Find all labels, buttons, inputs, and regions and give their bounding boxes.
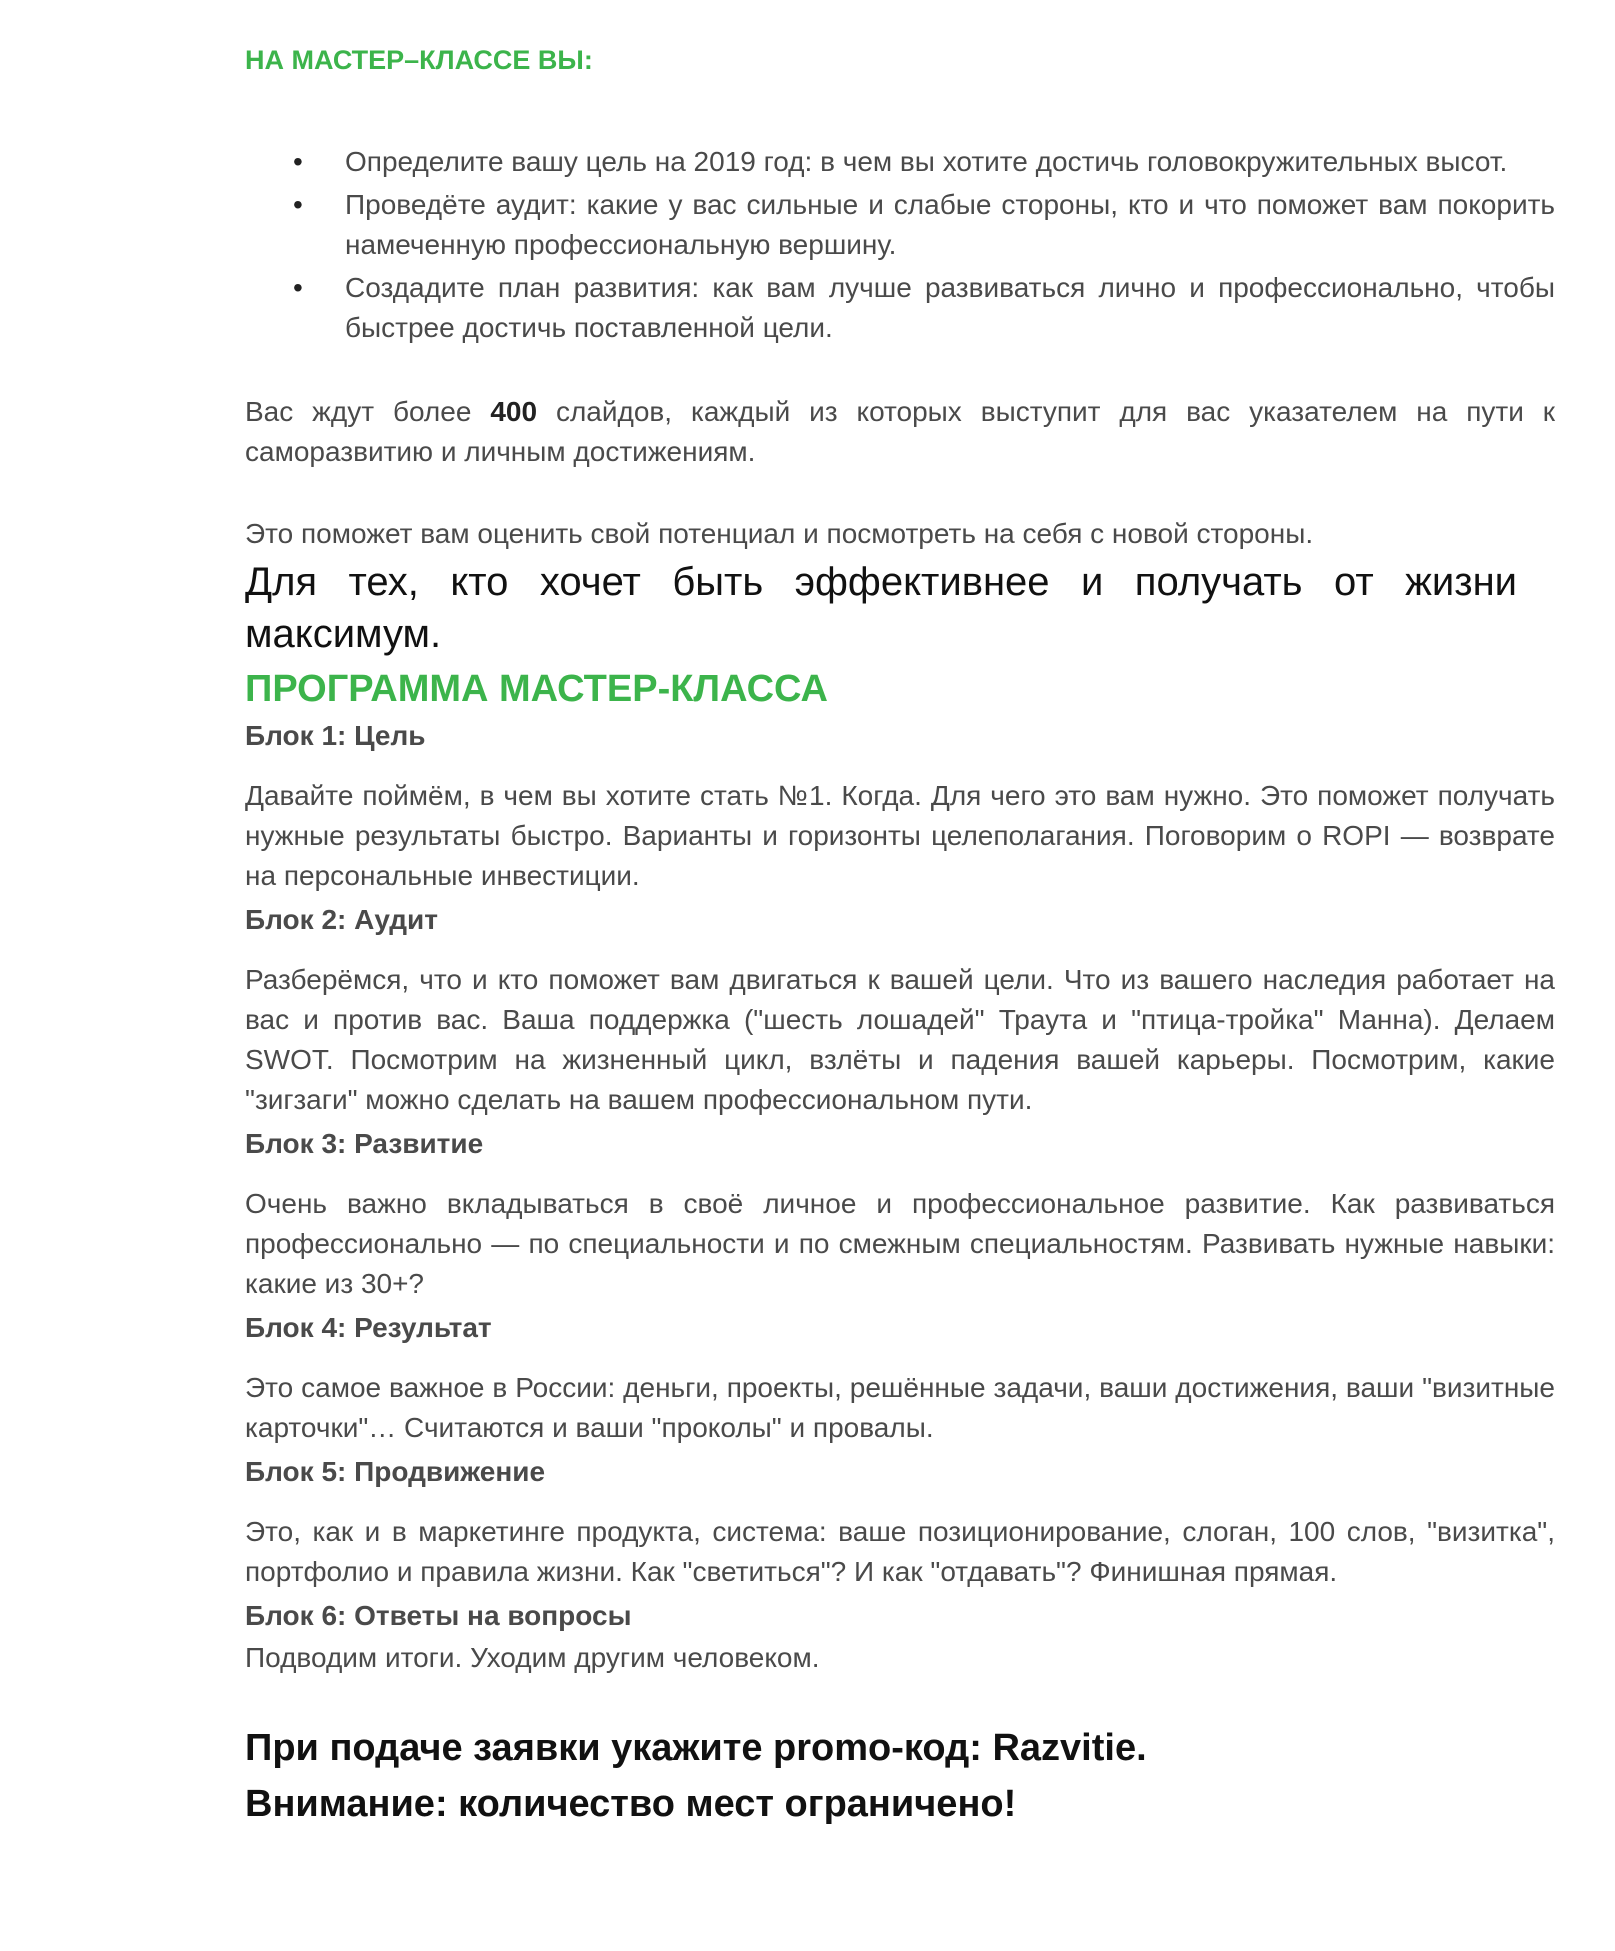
document-page: [245, 40, 1555, 1832]
block-6-text: Подводим итоги. Уходим другим человеком.: [245, 1642, 820, 1673]
audience-statement: Для тех, кто хочет быть эффективнее и получать от жизни максимум.: [245, 560, 1517, 656]
block-5-title: Блок 5: Продвижение: [245, 1456, 546, 1487]
goals-list: [245, 142, 1555, 348]
block-4-text: Это самое важное в России: деньги, проекты, решённые задачи, ваши достижения, ваши "визитные карточки"… Считаются и ваши "проколы" и провалы.: [245, 1372, 1555, 1443]
program-heading: ПРОГРАММА МАСТЕР-КЛАССА: [245, 668, 828, 710]
block-3-title: Блок 3: Развитие: [245, 1128, 484, 1159]
promo-code-notice: При подаче заявки укажите promo-код: Razvitie.: [245, 1727, 1147, 1769]
bullet-icon: •: [293, 272, 303, 303]
slides-text-after: слайдов, каждый из которых выступит для вас указателем на пути к саморазвитию и личным достижениям.: [245, 396, 1555, 467]
intro-heading: НА МАСТЕР–КЛАССЕ ВЫ:: [245, 45, 593, 75]
potential-paragraph: Это поможет вам оценить свой потенциал и посмотреть на себя с новой стороны.: [245, 518, 1314, 549]
block-3-text: Очень важно вкладываться в своё личное и профессиональное развитие. Как развиваться профессионально — по специальности и по смежным специальностям. Развивать нужные навыки: какие из 30+?: [245, 1188, 1555, 1299]
block-1-title: Блок 1: Цель: [245, 720, 426, 751]
block-1-text: Давайте поймём, в чем вы хотите стать №1. Когда. Для чего это вам нужно. Это поможет получать нужные результаты быстро. Варианты и горизонты целеполагания. Поговорим о ROPI — возврате на персональные инвестиции.: [245, 780, 1555, 891]
list-item-text: Создадите план развития: как вам лучше развиваться лично и профессионально, чтобы быстрее достичь поставленной цели.: [345, 272, 1555, 343]
list-item: [245, 268, 1555, 348]
list-item-text: Проведёте аудит: какие у вас сильные и слабые стороны, кто и что поможет вам покорить намеченную профессиональную вершину.: [345, 189, 1555, 260]
block-5-text: Это, как и в маркетинге продукта, система: ваше позиционирование, слоган, 100 слов, "визитка", портфолио и правила жизни. Как "светиться"? И как "отдавать"? Финишная прямая.: [245, 1516, 1555, 1587]
list-item: [245, 185, 1555, 265]
block-4-title: Блок 4: Результат: [245, 1312, 492, 1343]
list-item-text: Определите вашу цель на 2019 год: в чем вы хотите достичь головокружительных высот.: [345, 146, 1508, 177]
slides-count: 400: [490, 396, 538, 427]
list-item: [245, 142, 1555, 182]
block-6-title: Блок 6: Ответы на вопросы: [245, 1600, 632, 1631]
slides-text-before: Вас ждут более: [245, 396, 491, 427]
bullet-icon: •: [293, 146, 303, 177]
block-2-text: Разберёмся, что и кто поможет вам двигаться к вашей цели. Что из вашего наследия работает на вас и против вас. Ваша поддержка ("шесть лошадей" Траута и "птица-тройка" Манна). Делаем SWOT. Посмотрим на жизненный цикл, взлёты и падения вашей карьеры. Посмотрим, какие "зигзаги" можно сделать на вашем профессиональном пути.: [245, 964, 1555, 1115]
block-2-title: Блок 2: Аудит: [245, 904, 438, 935]
bullet-icon: •: [293, 189, 303, 220]
limited-seats-notice: Внимание: количество мест ограничено!: [245, 1783, 1017, 1825]
slides-paragraph: [245, 392, 1555, 472]
